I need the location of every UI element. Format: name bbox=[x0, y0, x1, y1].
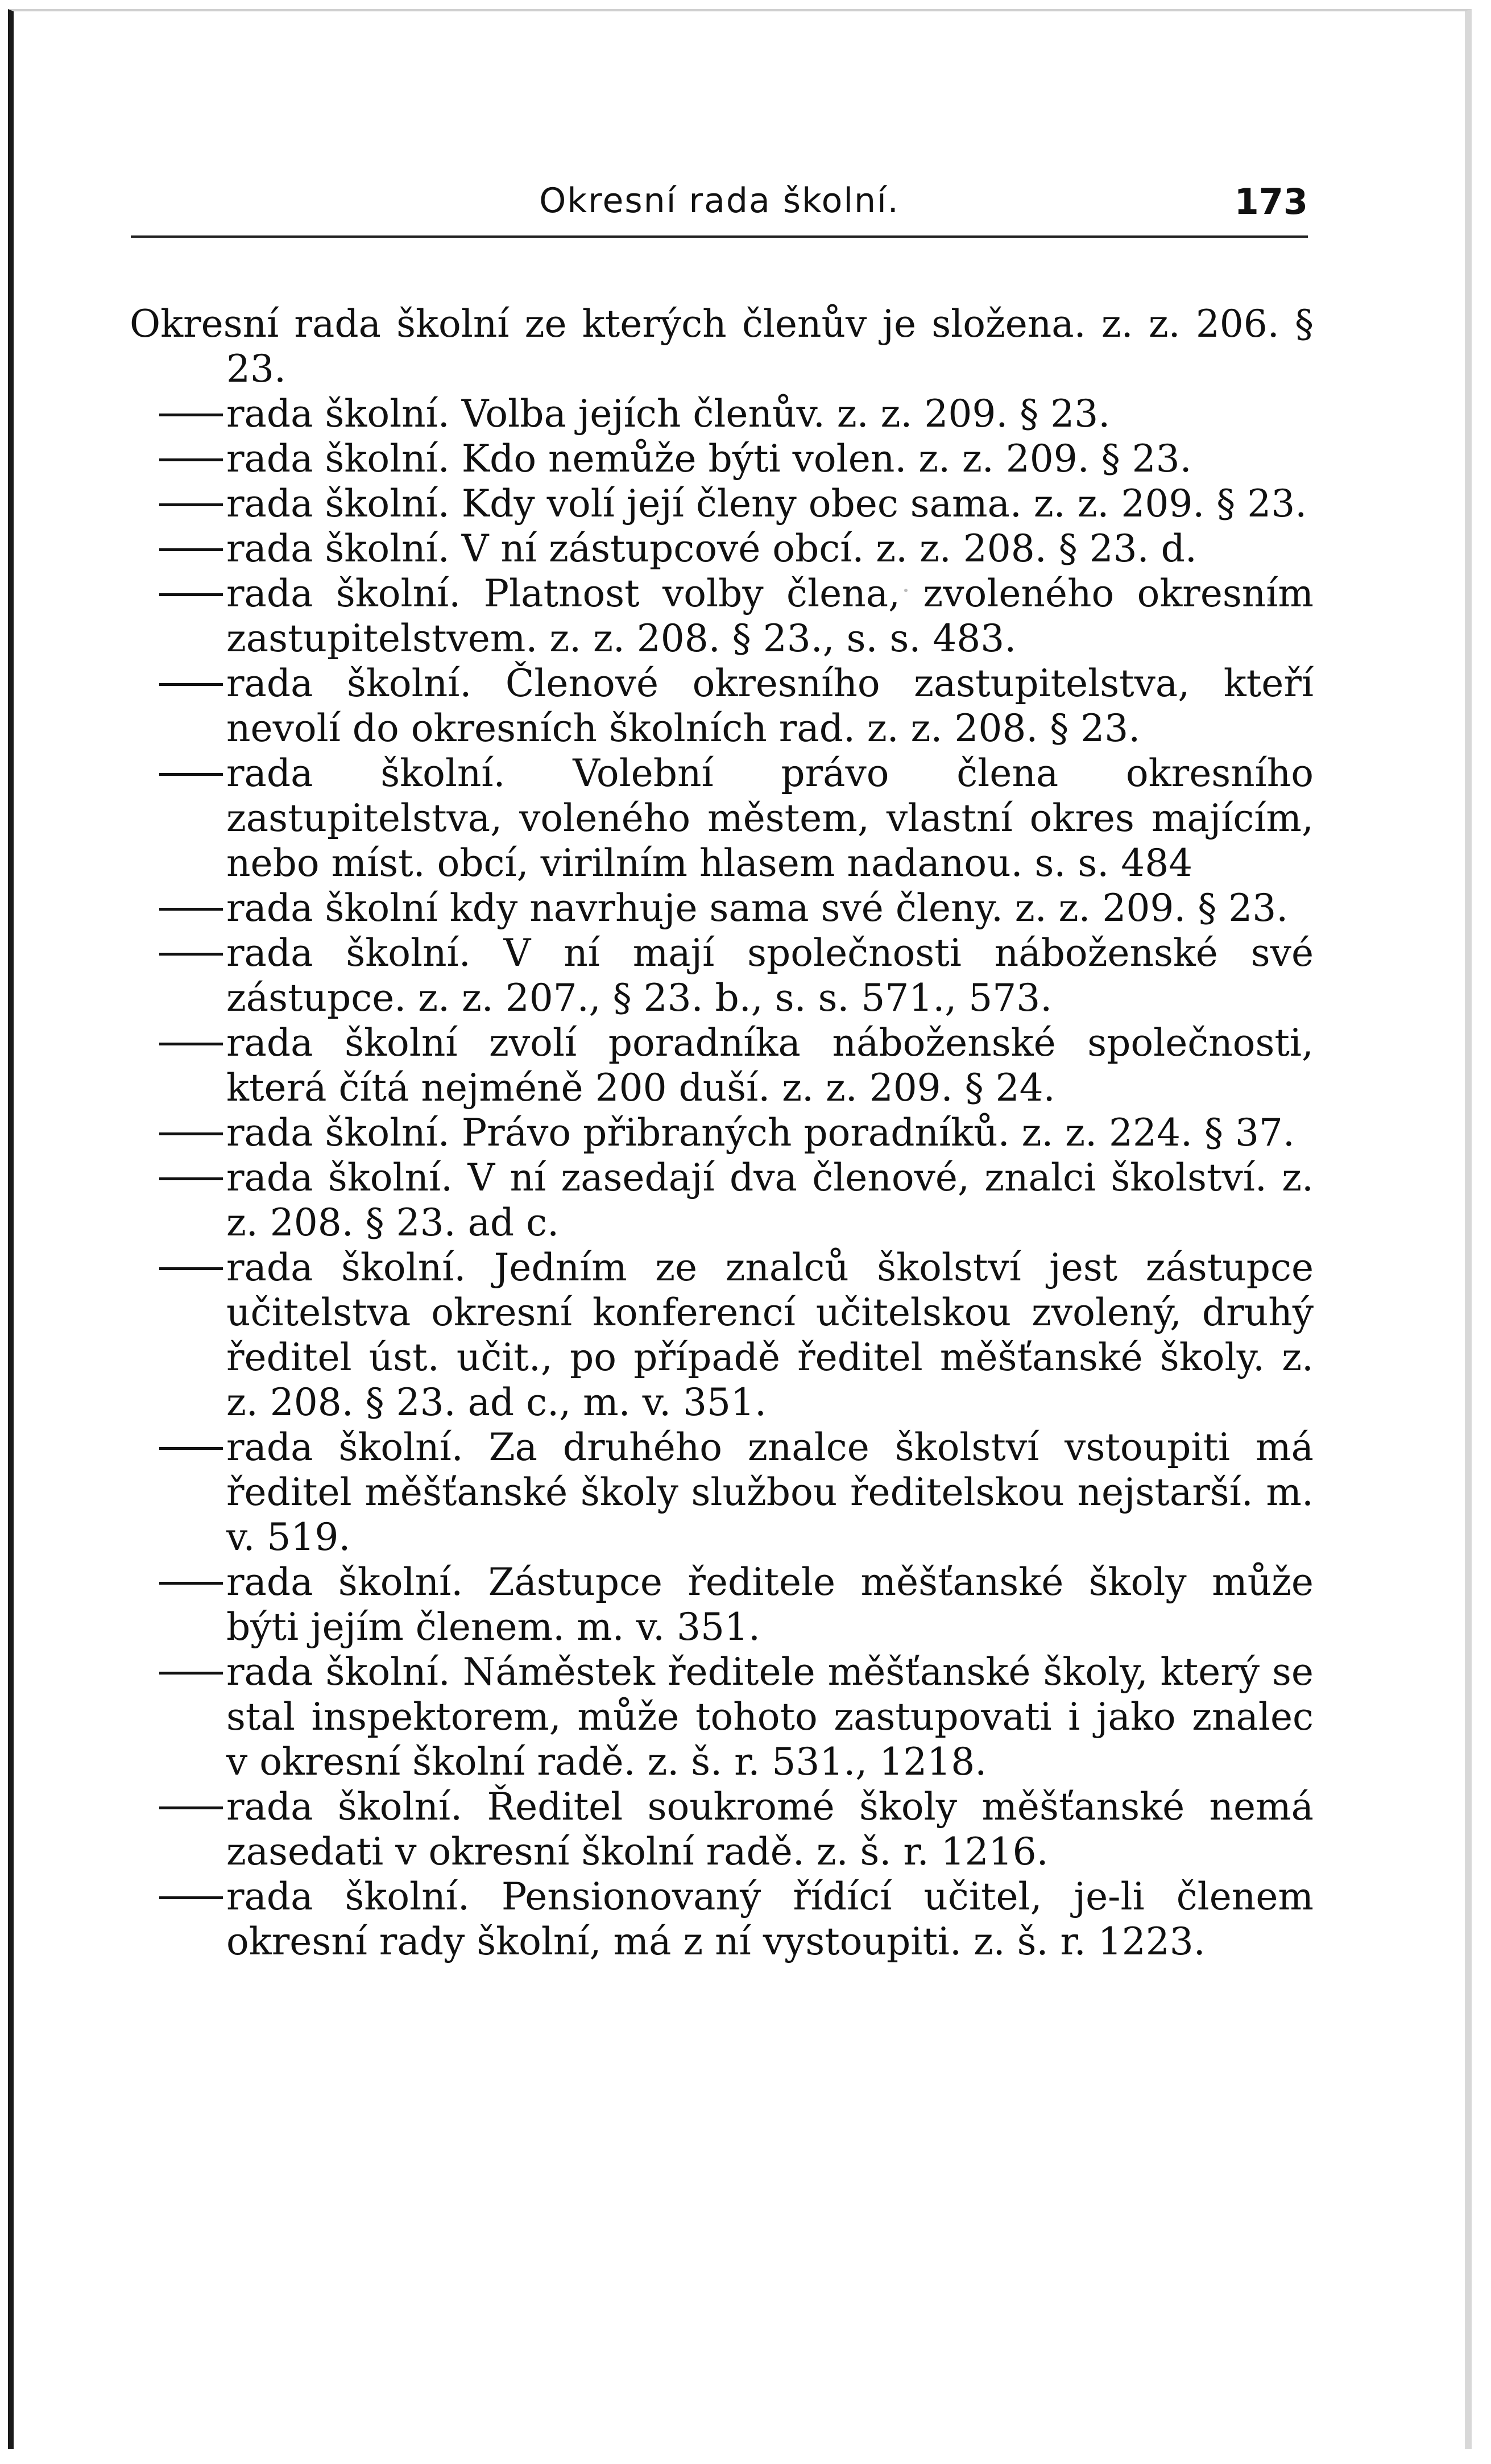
index-entry bbox=[130, 1784, 1314, 1874]
index-entry bbox=[130, 1560, 1314, 1649]
entry-text: rada školní. Právo přibraných poradníků. z. z. 224. § 37. bbox=[226, 1111, 1295, 1155]
index-entry bbox=[130, 1649, 1314, 1784]
index-entry bbox=[130, 571, 1314, 661]
index-entries bbox=[130, 301, 1314, 1964]
repeat-dash bbox=[130, 1245, 226, 1290]
entry-text: Okresní rada školní ze kterých členův je složena. z. z. 206. § 23. bbox=[130, 302, 1314, 391]
repeat-dash bbox=[130, 1784, 226, 1829]
repeat-dash bbox=[130, 1110, 226, 1155]
entry-text: rada školní kdy navrhuje sama své členy. z. z. 209. § 23. bbox=[226, 886, 1289, 930]
entry-text: rada školní. Platnost volby člena, zvoleného okresním zastupitelstvem. z. z. 208. § 23., s. s. 483. bbox=[226, 572, 1314, 660]
repeat-dash bbox=[130, 1560, 226, 1605]
entry-text: rada školní. Pensionovaný řídící učitel, je-li členem okresní rady školní, má z ní vystoupiti. z. š. r. 1223. bbox=[226, 1875, 1314, 1963]
repeat-dash bbox=[130, 436, 226, 481]
index-entry bbox=[130, 526, 1314, 571]
index-entry bbox=[130, 1020, 1314, 1110]
index-entry bbox=[130, 1874, 1314, 1964]
repeat-dash bbox=[130, 391, 226, 436]
repeat-dash bbox=[130, 886, 226, 931]
index-entry-main bbox=[130, 301, 1314, 391]
index-entry bbox=[130, 391, 1314, 436]
repeat-dash bbox=[130, 1155, 226, 1200]
entry-text: rada školní. V ní mají společnosti náboženské své zástupce. z. z. 207., § 23. b., s. s. 571., 573. bbox=[226, 931, 1314, 1020]
entry-text: rada školní. Ředitel soukromé školy měšťanské nemá zasedati v okresní školní radě. z. š. r. 1216. bbox=[226, 1785, 1314, 1874]
repeat-dash bbox=[130, 751, 226, 796]
index-entry bbox=[130, 751, 1314, 886]
index-entry bbox=[130, 1110, 1314, 1155]
repeat-dash bbox=[130, 931, 226, 975]
index-entry bbox=[130, 1155, 1314, 1245]
index-entry bbox=[130, 931, 1314, 1020]
repeat-dash bbox=[130, 661, 226, 706]
repeat-dash bbox=[130, 526, 226, 571]
repeat-dash bbox=[130, 571, 226, 616]
repeat-dash bbox=[130, 1020, 226, 1065]
entry-text: rada školní. Jedním ze znalců školství jest zástupce učitelstva okresní konferencí učitelskou zvolený, druhý ředitel úst. učit., po případě ředitel měšťanské školy. z. z. 208. § 23. ad c., m. v. 351. bbox=[226, 1246, 1314, 1424]
index-entry bbox=[130, 481, 1314, 526]
running-title: Okresní rada školní. bbox=[539, 181, 900, 221]
entry-text: rada školní. Náměstek ředitele měšťanské školy, který se stal inspektorem, může tohoto zastupovati i jako znalec v okresní školní radě. z. š. r. 531., 1218. bbox=[226, 1650, 1314, 1784]
header-rule bbox=[131, 235, 1308, 238]
entry-text: rada školní. V ní zástupcové obcí. z. z. 208. § 23. d. bbox=[226, 527, 1197, 570]
repeat-dash bbox=[130, 1649, 226, 1694]
entry-text: rada školní. V ní zasedají dva členové, znalci školství. z. z. 208. § 23. ad c. bbox=[226, 1156, 1314, 1245]
entry-text: rada školní. Zástupce ředitele měšťanské školy může býti jejím členem. m. v. 351. bbox=[226, 1560, 1314, 1649]
index-entry bbox=[130, 1245, 1314, 1425]
repeat-dash bbox=[130, 1874, 226, 1919]
repeat-dash bbox=[130, 481, 226, 526]
entry-text: rada školní zvolí poradníka náboženské společnosti, která čítá nejméně 200 duší. z. z. 209. § 24. bbox=[226, 1021, 1314, 1110]
entry-text: rada školní. Za druhého znalce školství vstoupiti má ředitel měšťanské školy službou ředitelskou nejstarší. m. v. 519. bbox=[226, 1425, 1314, 1559]
page-header bbox=[131, 171, 1308, 239]
index-entry bbox=[130, 886, 1314, 931]
page-number: 173 bbox=[1234, 181, 1308, 222]
entry-text: rada školní. Kdy volí její členy obec sama. z. z. 209. § 23. bbox=[226, 482, 1307, 526]
index-entry bbox=[130, 661, 1314, 751]
index-entry bbox=[130, 436, 1314, 481]
repeat-dash bbox=[130, 1425, 226, 1470]
entry-text: rada školní. Volební právo člena okresního zastupitelstva, voleného městem, vlastní okres majícím, nebo míst. obcí, virilním hlasem nadanou. s. s. 484 bbox=[226, 751, 1314, 885]
index-entry bbox=[130, 1425, 1314, 1560]
entry-text: rada školní. Volba jejích členův. z. z. 209. § 23. bbox=[226, 392, 1111, 436]
entry-text: rada školní. Členové okresního zastupitelstva, kteří nevolí do okresních školních rad. z. z. 208. § 23. bbox=[226, 662, 1314, 750]
entry-text: rada školní. Kdo nemůže býti volen. z. z. 209. § 23. bbox=[226, 437, 1192, 481]
